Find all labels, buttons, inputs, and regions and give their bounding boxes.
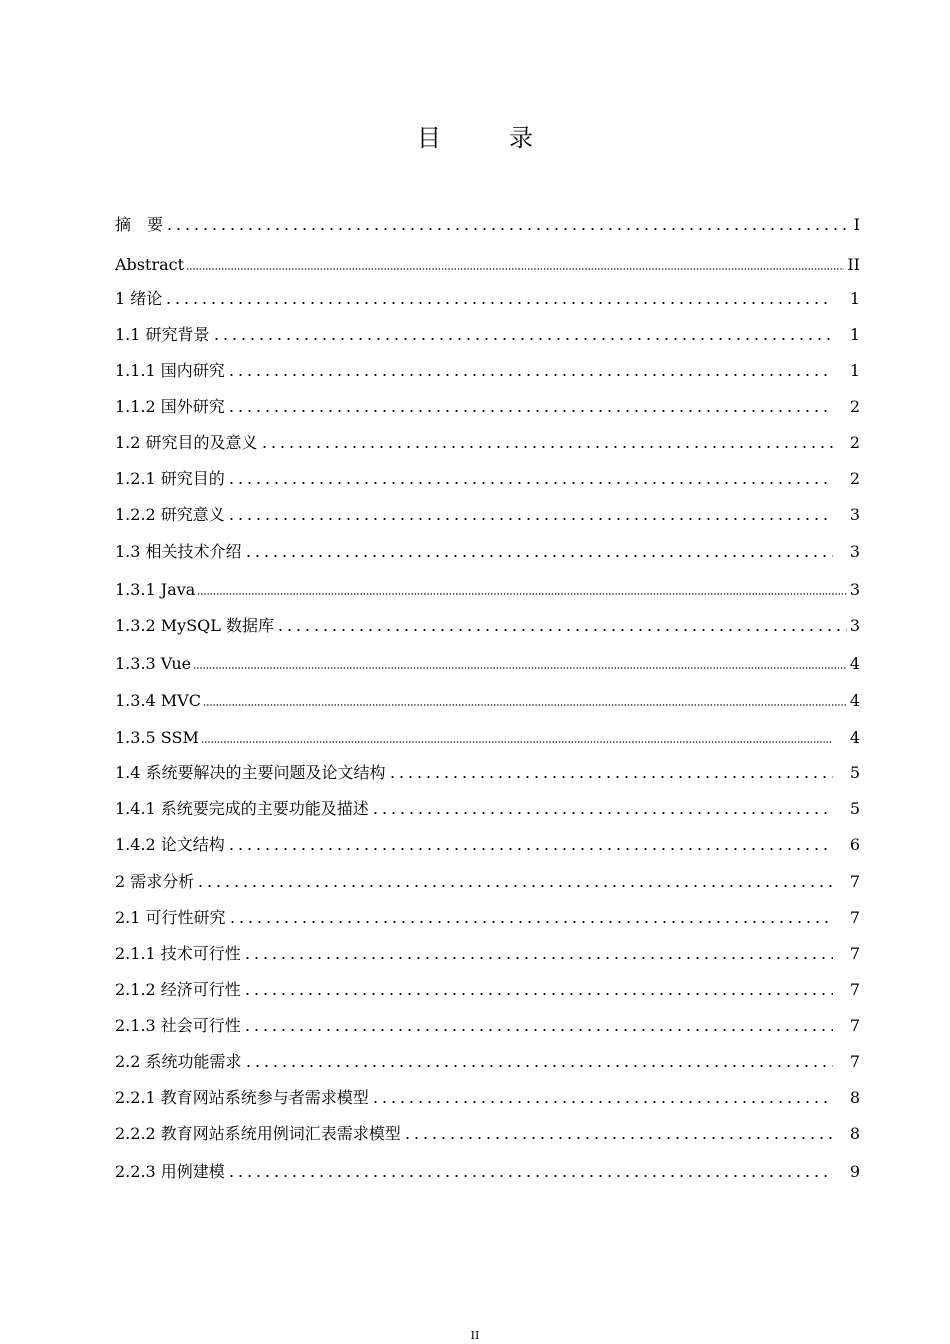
toc-entry[interactable]: [115, 1161, 860, 1183]
toc-entry[interactable]: [115, 254, 860, 276]
toc-entry-label: 1.1 研究背景: [115, 325, 210, 344]
toc-entry-label: 2 需求分析: [115, 872, 195, 891]
toc-entry-label: 1.1.2 国外研究: [115, 397, 225, 416]
toc-entry-page: 4: [849, 691, 860, 710]
toc-entry-label: 1.2.1 研究目的: [115, 469, 225, 488]
toc-entry-page: 4: [849, 728, 860, 747]
dot-leader: [227, 481, 833, 485]
toc-entry[interactable]: [115, 468, 860, 490]
dot-leader: [197, 592, 846, 596]
dot-leader: [228, 920, 833, 924]
toc-entry[interactable]: [115, 360, 860, 382]
toc-entry[interactable]: [115, 979, 860, 1001]
toc-entry-page: 9: [849, 1162, 860, 1181]
toc-entry[interactable]: [115, 324, 860, 346]
toc-entry[interactable]: [115, 762, 860, 784]
toc-entry[interactable]: [115, 653, 860, 675]
toc-entry-page: 5: [849, 763, 860, 782]
toc-entry-page: 1: [849, 361, 860, 380]
toc-entry-label: 1.3.1 Java: [115, 580, 196, 599]
toc-entry-label: 1.2.2 研究意义: [115, 505, 225, 524]
dot-leader: [196, 884, 833, 888]
toc-entry[interactable]: [115, 871, 860, 893]
toc-entry-page: 7: [849, 944, 860, 963]
toc-entry-label: 1.3.2 MySQL 数据库: [115, 616, 275, 635]
toc-entry-label: 2.2.3 用例建模: [115, 1162, 225, 1181]
toc-entry[interactable]: [115, 615, 860, 637]
toc-entry[interactable]: [115, 1051, 860, 1073]
toc-entry-label: 1.2 研究目的及意义: [115, 433, 258, 452]
toc-entry-label: 1 绪论: [115, 289, 163, 308]
dot-leader: [371, 811, 833, 815]
toc-entry[interactable]: [115, 798, 860, 820]
toc-entry-label: 2.2 系统功能需求: [115, 1052, 242, 1071]
toc-entry-label: 1.1.1 国内研究: [115, 361, 225, 380]
toc-entry[interactable]: [115, 541, 860, 563]
toc-entry-page: 7: [849, 908, 860, 927]
toc-entry[interactable]: [115, 834, 860, 856]
dot-leader: [227, 373, 833, 377]
toc-entry[interactable]: [115, 1087, 860, 1109]
dot-leader: [186, 267, 844, 271]
toc-entry-label: 1.4.2 论文结构: [115, 835, 225, 854]
footer-page-number: II: [470, 1329, 480, 1342]
toc-entry[interactable]: [115, 579, 860, 601]
dot-leader: [203, 703, 847, 707]
dot-leader: [244, 1064, 833, 1068]
dot-leader: [243, 1028, 833, 1032]
toc-entry[interactable]: [115, 690, 860, 712]
toc-entry-label: 1.3.3 Vue: [115, 654, 192, 673]
toc-entry[interactable]: [115, 727, 860, 749]
toc-entry-page: 8: [849, 1124, 860, 1143]
toc-entry[interactable]: [115, 288, 860, 310]
toc-entry[interactable]: [115, 396, 860, 418]
dot-leader: [403, 1136, 833, 1140]
dot-leader: [165, 227, 849, 231]
toc-entry-page: 5: [849, 799, 860, 818]
toc-entry[interactable]: [115, 1123, 860, 1145]
dot-leader: [244, 554, 833, 558]
toc-entry-label: 2.2.2 教育网站系统用例词汇表需求模型: [115, 1124, 401, 1143]
toc-entry-page: 3: [849, 542, 860, 561]
toc-entry-label: 1.4 系统要解决的主要问题及论文结构: [115, 763, 386, 782]
toc-entry-label: 2.1.2 经济可行性: [115, 980, 241, 999]
toc-entry-label: 2.1.3 社会可行性: [115, 1016, 241, 1035]
toc-entry-page: 8: [849, 1088, 860, 1107]
toc-entry-page: 7: [849, 1052, 860, 1071]
dot-leader: [276, 628, 847, 632]
toc-entry-label: 摘 要: [115, 215, 164, 234]
dot-leader: [201, 740, 833, 744]
toc-entry[interactable]: [115, 504, 860, 526]
toc-entry[interactable]: [115, 943, 860, 965]
dot-leader: [227, 1174, 833, 1178]
dot-leader: [227, 847, 833, 851]
toc-entry-label: Abstract: [115, 255, 185, 274]
toc-entry-label: 2.2.1 教育网站系统参与者需求模型: [115, 1088, 369, 1107]
toc-entry-label: 1.3.5 SSM: [115, 728, 199, 747]
toc-entry[interactable]: [115, 432, 860, 454]
dot-leader: [212, 337, 833, 341]
toc-entry-page: 6: [849, 835, 860, 854]
dot-leader: [193, 666, 847, 670]
dot-leader: [227, 517, 833, 521]
dot-leader: [227, 409, 833, 413]
toc-entry-page: 1: [849, 325, 860, 344]
dot-leader: [243, 992, 833, 996]
toc-entry-label: 1.3 相关技术介绍: [115, 542, 242, 561]
toc-entry-page: 4: [849, 654, 860, 673]
dot-leader: [388, 775, 833, 779]
toc-entry-page: 7: [849, 980, 860, 999]
dot-leader: [371, 1100, 833, 1104]
toc-entry-page: 2: [849, 469, 860, 488]
toc-entry[interactable]: [115, 1015, 860, 1037]
toc-entry-page: 7: [849, 1016, 860, 1035]
toc-entry-page: I: [853, 215, 860, 234]
toc-entry[interactable]: [115, 214, 860, 236]
toc-entry[interactable]: [115, 907, 860, 929]
toc-entry-page: 2: [849, 397, 860, 416]
toc-entry-page: 3: [849, 616, 860, 635]
page-title: 目 录: [417, 124, 555, 152]
dot-leader: [164, 301, 833, 305]
toc-entry-page: 3: [849, 505, 860, 524]
dot-leader: [243, 956, 833, 960]
toc-entry-page: 3: [849, 580, 860, 599]
dot-leader: [260, 445, 833, 449]
toc-entry-page: 7: [849, 872, 860, 891]
toc-entry-label: 2.1.1 技术可行性: [115, 944, 241, 963]
toc-entry-label: 2.1 可行性研究: [115, 908, 226, 927]
toc-entry-page: 2: [849, 433, 860, 452]
toc-entry-page: 1: [849, 289, 860, 308]
toc-entry-label: 1.4.1 系统要完成的主要功能及描述: [115, 799, 369, 818]
toc-entry-label: 1.3.4 MVC: [115, 691, 201, 710]
toc-entry-page: II: [847, 255, 860, 274]
